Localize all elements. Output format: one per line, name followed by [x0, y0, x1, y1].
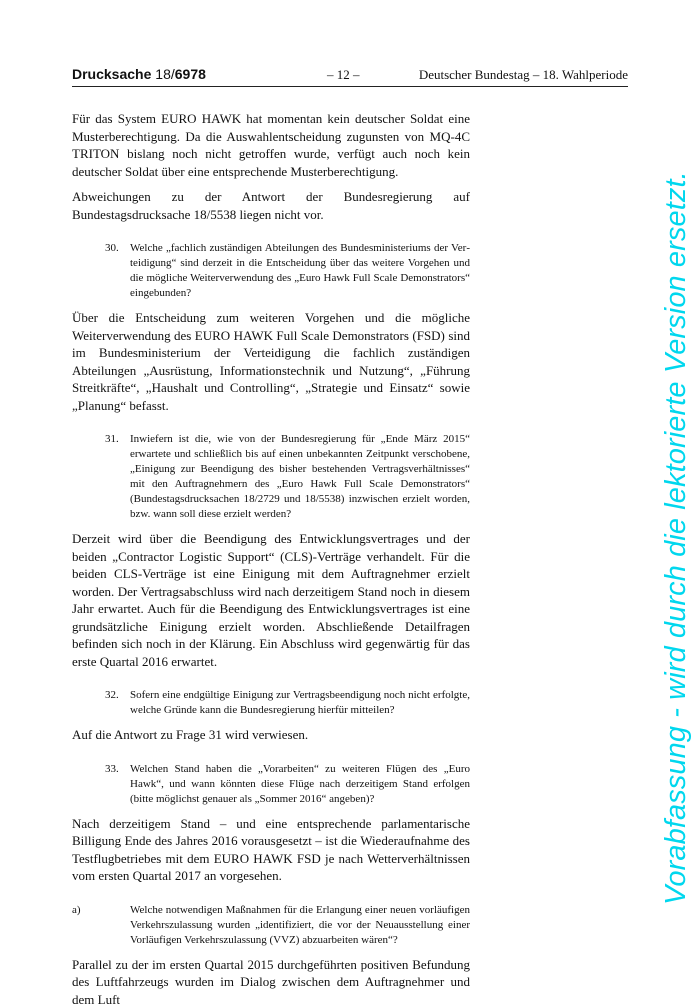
- page-header: [72, 66, 628, 86]
- draft-watermark: Vorabfassung - wird durch die lektorierte Version ersetzt.: [660, 171, 693, 905]
- publisher-info: Deutscher Bundestag – 18. Wahlperiode: [419, 67, 628, 83]
- answer-paragraph: Für das System EURO HAWK hat momentan kein deutscher Soldat eine Musterberechtigung. Da die Auswahlentscheidung zugunsten von MQ-4C TRITON bislang noch nicht getroffen wurde, verfügt auch noch kein deutscher Soldat über eine entsprechende Musterberechtigung.: [72, 110, 470, 180]
- question-30: [72, 241, 470, 301]
- header-rule: [72, 86, 628, 87]
- document-body: [72, 110, 470, 1008]
- question-text: Sofern eine endgültige Einigung zur Vertragsbeendigung noch nicht erfolgte, welche Gründe kann die Bundesregierung hierfür mitteilen?: [130, 688, 470, 718]
- answer-33: Nach derzeitigem Stand – und eine entsprechende parlamentarische Billigung Ende des Jahres 2016 vorausgesetzt – ist die Wiederaufnahme des Testflugbetriebes mit dem EURO HAWK FSD je nach Wetterverhältnissen vom ersten Quartal 2017 an vorgesehen.: [72, 815, 470, 885]
- question-33a: [72, 903, 470, 948]
- document-number: [72, 66, 206, 82]
- question-number: 32.: [72, 688, 130, 718]
- document-label: Drucksache: [72, 66, 151, 82]
- answer-32: Auf die Antwort zu Frage 31 wird verwiesen.: [72, 726, 470, 744]
- question-text: Welche „fachlich zuständigen Abteilungen des Bundesministeriums der Verteidigung“ sind derzeit in die Entscheidung über das weitere Vorgehen und die mögliche Weiterverwendung des „Euro Hawk Full Scale Demonstrators“ eingebunden?: [130, 241, 470, 301]
- question-32: [72, 688, 470, 718]
- question-number: 31.: [72, 432, 130, 522]
- question-number: 30.: [72, 241, 130, 301]
- answer-30: Über die Entscheidung zum weiteren Vorgehen und die mögliche Weiterverwendung des EURO HAWK Full Scale Demonstrators (FSD) sind im Bundesministerium der Verteidigung die fachlich zuständigen Abteilungen „Ausrüstung, Informationstechnik und Nutzung“, „Führung Streitkräfte“, „Haushalt und Controlling“, „Strategie und Einsatz“ sowie „Planung“ befasst.: [72, 309, 470, 414]
- document-number-prefix: 18/: [155, 66, 174, 82]
- question-text: Welche notwendigen Maßnahmen für die Erlangung einer neuen vorläufigen Verkehrszulassung wurden „identifiziert, die vor der Neuausstellung einer Vorläufigen Verkehrszulassung (VVZ) abzuarbeiten wären“?: [130, 903, 470, 948]
- page-number: – 12 –: [327, 67, 360, 83]
- question-31: [72, 432, 470, 522]
- answer-31: Derzeit wird über die Beendigung des Entwicklungsvertrages und der beiden „Contractor Logistic Support“ (CLS)-Verträge verhandelt. Für die beiden CLS-Verträge ist eine Einigung mit dem Auftragnehmer erzielt worden. Der Vertragsabschluss wird nach derzeitigem Stand noch in diesem Jahr erwartet. Auch für die Beendigung des Entwicklungsvertrages ist eine grundsätzliche Einigung erzielt worden. Abschließende Detailfragen befinden sich noch in der Klärung. Ein Abschluss wird gegenwärtig für das erste Quartal 2016 erwartet.: [72, 530, 470, 670]
- question-text: Inwiefern ist die, wie von der Bundesregierung für „Ende März 2015“ erwartete und schließlich bis auf einen unbekannten Zeitpunkt verschobene, „Einigung zur Beendigung des bisher bestehenden Vertragsverhältnisses“ mit den Auftragnehmern des „Euro Hawk Full Scale Demonstrators“ (Bundestagsdrucksachen 18/2729 und 18/5538) inzwischen erzielt worden, bzw. wann soll diese erzielt werden?: [130, 432, 470, 522]
- question-number: 33.: [72, 762, 130, 807]
- answer-33a: Parallel zu der im ersten Quartal 2015 durchgeführten positiven Befundung des Luftfahrzeugs wurden im Dialog zwischen dem Auftragnehmer und dem Luft: [72, 956, 470, 1008]
- question-33: [72, 762, 470, 807]
- answer-paragraph: Abweichungen zu der Antwort der Bundesregierung auf Bundestagsdrucksache 18/5538 liegen nicht vor.: [72, 188, 470, 223]
- document-number-value: 6978: [175, 66, 206, 82]
- question-text: Welchen Stand haben die „Vorarbeiten“ zu weiteren Flügen des „Euro Hawk“, und wann könnten diese Flüge nach derzeitigem Stand erfolgen (bitte möglichst genauer als „Sommer 2016“ angeben)?: [130, 762, 470, 807]
- question-number: a): [72, 903, 130, 948]
